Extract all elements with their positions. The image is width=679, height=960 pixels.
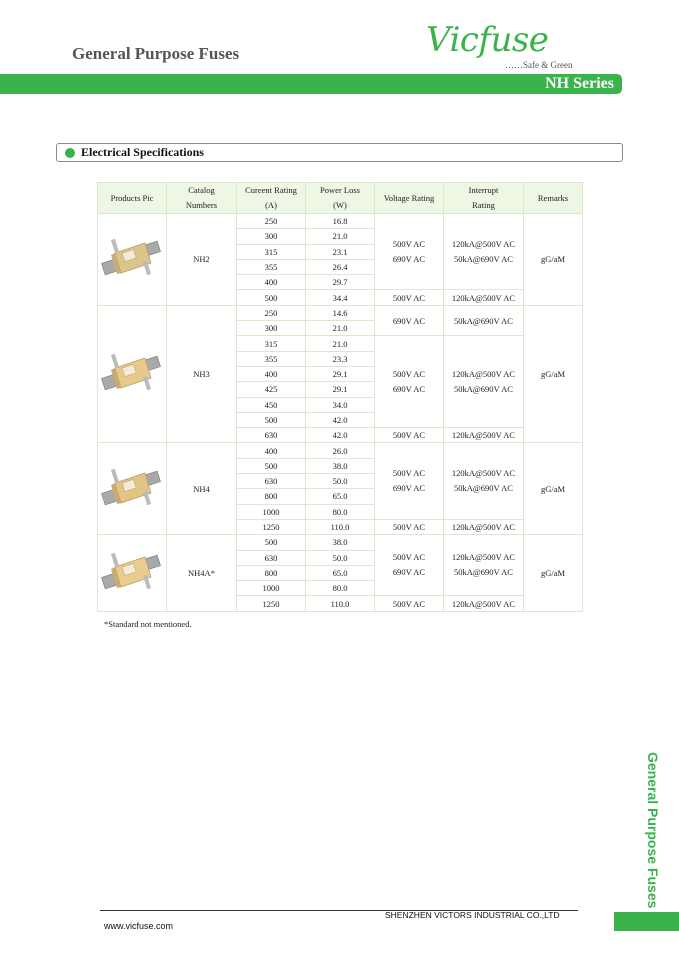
current-rating: 355	[237, 351, 306, 366]
voltage-rating: 500V AC	[375, 519, 444, 534]
header-loss-line2: (W)	[333, 200, 347, 210]
current-rating: 425	[237, 382, 306, 397]
current-rating: 630	[237, 428, 306, 443]
header-current	[237, 183, 306, 214]
series-label: NH Series	[545, 75, 614, 92]
current-rating: 1250	[237, 596, 306, 611]
voltage-rating	[375, 336, 444, 428]
current-rating: 400	[237, 366, 306, 381]
voltage-rating	[375, 443, 444, 519]
current-rating: 1000	[237, 504, 306, 519]
power-loss: 16.8	[306, 214, 375, 229]
header-voltage: Voltage Rating	[375, 183, 444, 214]
voltage-line: 500V AC	[392, 552, 426, 563]
current-rating: 300	[237, 229, 306, 244]
power-loss: 29.1	[306, 382, 375, 397]
interrupt-line: 50kA@690V AC	[454, 253, 513, 264]
side-label: General Purpose Fuses	[645, 752, 661, 909]
voltage-line: 690V AC	[392, 483, 426, 494]
interrupt-line: 120kA@500V AC	[451, 368, 516, 379]
product-pic-cell	[98, 214, 167, 306]
current-rating: 400	[237, 443, 306, 458]
current-rating: 400	[237, 275, 306, 290]
voltage-line: 500V AC	[392, 468, 426, 479]
catalog-number: NH4	[167, 443, 237, 535]
header-interrupt-line1: Interrupt	[468, 185, 499, 195]
power-loss: 50.0	[306, 550, 375, 565]
table-row	[98, 214, 583, 229]
voltage-line: 690V AC	[392, 253, 426, 264]
current-rating: 450	[237, 397, 306, 412]
voltage-rating	[375, 214, 444, 290]
footer-company: SHENZHEN VICTORS INDUSTRIAL CO.,LTD	[385, 910, 560, 920]
current-rating: 1000	[237, 581, 306, 596]
header-catalog-line2: Numbers	[185, 200, 218, 210]
catalog-number: NH3	[167, 305, 237, 443]
power-loss: 14.6	[306, 305, 375, 320]
current-rating: 500	[237, 458, 306, 473]
header-interrupt	[444, 183, 524, 214]
power-loss: 38.0	[306, 458, 375, 473]
current-rating: 630	[237, 550, 306, 565]
product-pic-cell	[98, 535, 167, 611]
voltage-rating: 500V AC	[375, 428, 444, 443]
power-loss: 42.0	[306, 428, 375, 443]
power-loss: 26.0	[306, 443, 375, 458]
footer-url[interactable]: www.vicfuse.com	[104, 921, 174, 931]
power-loss: 34.0	[306, 397, 375, 412]
current-rating: 1250	[237, 519, 306, 534]
header-interrupt-line2: Rating	[472, 200, 495, 210]
brand-tagline: ……Safe & Green	[505, 60, 573, 70]
header-loss-line1: Power Loss	[320, 185, 360, 195]
table-row	[98, 535, 583, 550]
interrupt-line: 50kA@690V AC	[454, 383, 513, 394]
current-rating: 800	[237, 565, 306, 580]
interrupt-line: 120kA@500V AC	[451, 468, 516, 479]
current-rating: 250	[237, 214, 306, 229]
current-rating: 500	[237, 535, 306, 550]
table-row	[98, 443, 583, 458]
power-loss: 21.0	[306, 229, 375, 244]
power-loss: 26.4	[306, 259, 375, 274]
power-loss: 50.0	[306, 474, 375, 489]
remarks: gG/aM	[524, 535, 583, 611]
catalog-number: NH2	[167, 214, 237, 306]
power-loss: 29.1	[306, 366, 375, 381]
interrupt-line: 50kA@690V AC	[454, 567, 513, 578]
voltage-line: 500V AC	[392, 368, 426, 379]
power-loss: 21.0	[306, 336, 375, 351]
header-remarks: Remarks	[524, 183, 583, 214]
product-pic-cell	[98, 305, 167, 443]
power-loss: 65.0	[306, 489, 375, 504]
table-header-row	[98, 183, 583, 214]
spec-table	[97, 182, 583, 612]
header-products-pic: Products Pic	[98, 183, 167, 214]
header-catalog-line1: Catalog	[188, 185, 215, 195]
bullet-icon	[65, 148, 75, 158]
current-rating: 315	[237, 244, 306, 259]
current-rating: 250	[237, 305, 306, 320]
current-rating: 315	[237, 336, 306, 351]
voltage-line: 690V AC	[392, 383, 426, 394]
table-body	[98, 214, 583, 612]
voltage-rating: 690V AC	[375, 305, 444, 336]
voltage-line: 500V AC	[392, 238, 426, 249]
side-tab	[614, 912, 679, 931]
voltage-rating: 500V AC	[375, 290, 444, 305]
fuse-image	[101, 465, 163, 511]
current-rating: 500	[237, 290, 306, 305]
power-loss: 21.0	[306, 321, 375, 336]
product-pic-cell	[98, 443, 167, 535]
power-loss: 80.0	[306, 504, 375, 519]
current-rating: 355	[237, 259, 306, 274]
remarks: gG/aM	[524, 443, 583, 535]
interrupt-line: 120kA@500V AC	[451, 552, 516, 563]
page-title: General Purpose Fuses	[72, 44, 240, 63]
interrupt-rating: 50kA@690V AC	[444, 305, 524, 336]
interrupt-line: 50kA@690V AC	[454, 483, 513, 494]
fuse-image	[101, 235, 163, 281]
header-bar	[0, 74, 622, 94]
fuse-image	[101, 350, 163, 396]
interrupt-rating	[444, 535, 524, 596]
power-loss: 80.0	[306, 581, 375, 596]
current-rating: 800	[237, 489, 306, 504]
brand-logo: Vicfuse	[426, 20, 549, 60]
section-header	[56, 143, 623, 162]
interrupt-rating	[444, 336, 524, 428]
interrupt-rating: 120kA@500V AC	[444, 596, 524, 611]
voltage-line: 690V AC	[392, 567, 426, 578]
current-rating: 300	[237, 321, 306, 336]
interrupt-rating: 120kA@500V AC	[444, 428, 524, 443]
header-current-line2: (A)	[265, 200, 277, 210]
current-rating: 630	[237, 474, 306, 489]
power-loss: 38.0	[306, 535, 375, 550]
interrupt-rating: 120kA@500V AC	[444, 519, 524, 534]
power-loss: 110.0	[306, 519, 375, 534]
header-catalog	[167, 183, 237, 214]
power-loss: 23.1	[306, 244, 375, 259]
header-power-loss	[306, 183, 375, 214]
power-loss: 34.4	[306, 290, 375, 305]
section-title: Electrical Specifications	[81, 145, 204, 159]
catalog-number: NH4A*	[167, 535, 237, 611]
power-loss: 110.0	[306, 596, 375, 611]
power-loss: 23.3	[306, 351, 375, 366]
power-loss: 42.0	[306, 412, 375, 427]
voltage-rating: 500V AC	[375, 596, 444, 611]
interrupt-rating	[444, 214, 524, 290]
current-rating: 500	[237, 412, 306, 427]
remarks: gG/aM	[524, 214, 583, 306]
fuse-image	[101, 549, 163, 595]
voltage-rating	[375, 535, 444, 596]
table-row	[98, 305, 583, 320]
interrupt-line: 120kA@500V AC	[451, 238, 516, 249]
header-current-line1: Cureent Rating	[245, 185, 297, 195]
remarks: gG/aM	[524, 305, 583, 443]
footnote: *Standard not mentioned.	[104, 619, 192, 629]
power-loss: 65.0	[306, 565, 375, 580]
interrupt-rating: 120kA@500V AC	[444, 290, 524, 305]
interrupt-rating	[444, 443, 524, 519]
power-loss: 29.7	[306, 275, 375, 290]
